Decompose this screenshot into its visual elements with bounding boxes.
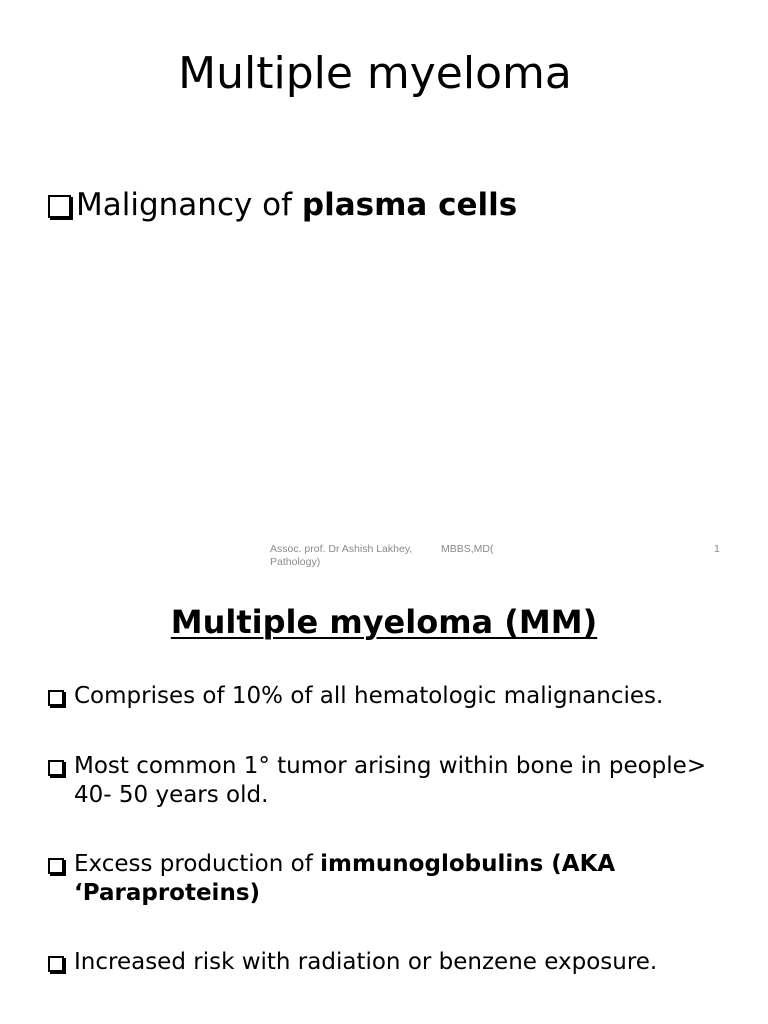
page-number: 1 — [714, 543, 720, 555]
list-item — [48, 850, 738, 908]
slide-2 — [0, 576, 768, 1024]
list-item — [48, 752, 738, 810]
bullet-text-prefix: Malignancy of — [76, 187, 302, 223]
list-item — [48, 948, 738, 977]
bullet-text — [76, 185, 517, 225]
list-item-text-bold: immunoglobulins (AKA ‘Paraproteins) — [74, 851, 616, 906]
checkbox-bullet-icon — [48, 858, 64, 874]
slide-title: Multiple myeloma (MM) — [170, 603, 598, 641]
footer-degree: MBBS,MD( — [441, 543, 494, 555]
list-item-text — [74, 850, 738, 908]
footer-author — [270, 543, 520, 569]
list-item-text-prefix: Excess production of — [74, 851, 321, 877]
bullet-text-bold: plasma cells — [301, 187, 518, 223]
list-item-text: Comprises of 10% of all hematologic malignancies. — [74, 683, 664, 709]
checkbox-bullet-icon — [48, 760, 64, 776]
list-item — [48, 682, 738, 711]
list-item-text: Increased risk with radiation or benzene exposure. — [74, 949, 658, 975]
slide-title: Multiple myeloma — [178, 48, 572, 99]
list-item-text: Most common 1° tumor arising within bone in people> 40- 50 years old. — [74, 753, 707, 808]
checkbox-bullet-icon — [48, 195, 71, 218]
checkbox-bullet-icon — [48, 956, 64, 972]
checkbox-bullet-icon — [48, 690, 64, 706]
bullet-item — [48, 185, 517, 225]
footer-author-continuation: Pathology) — [270, 556, 321, 568]
footer-author-name: Assoc. prof. Dr Ashish Lakhey, — [270, 543, 413, 555]
